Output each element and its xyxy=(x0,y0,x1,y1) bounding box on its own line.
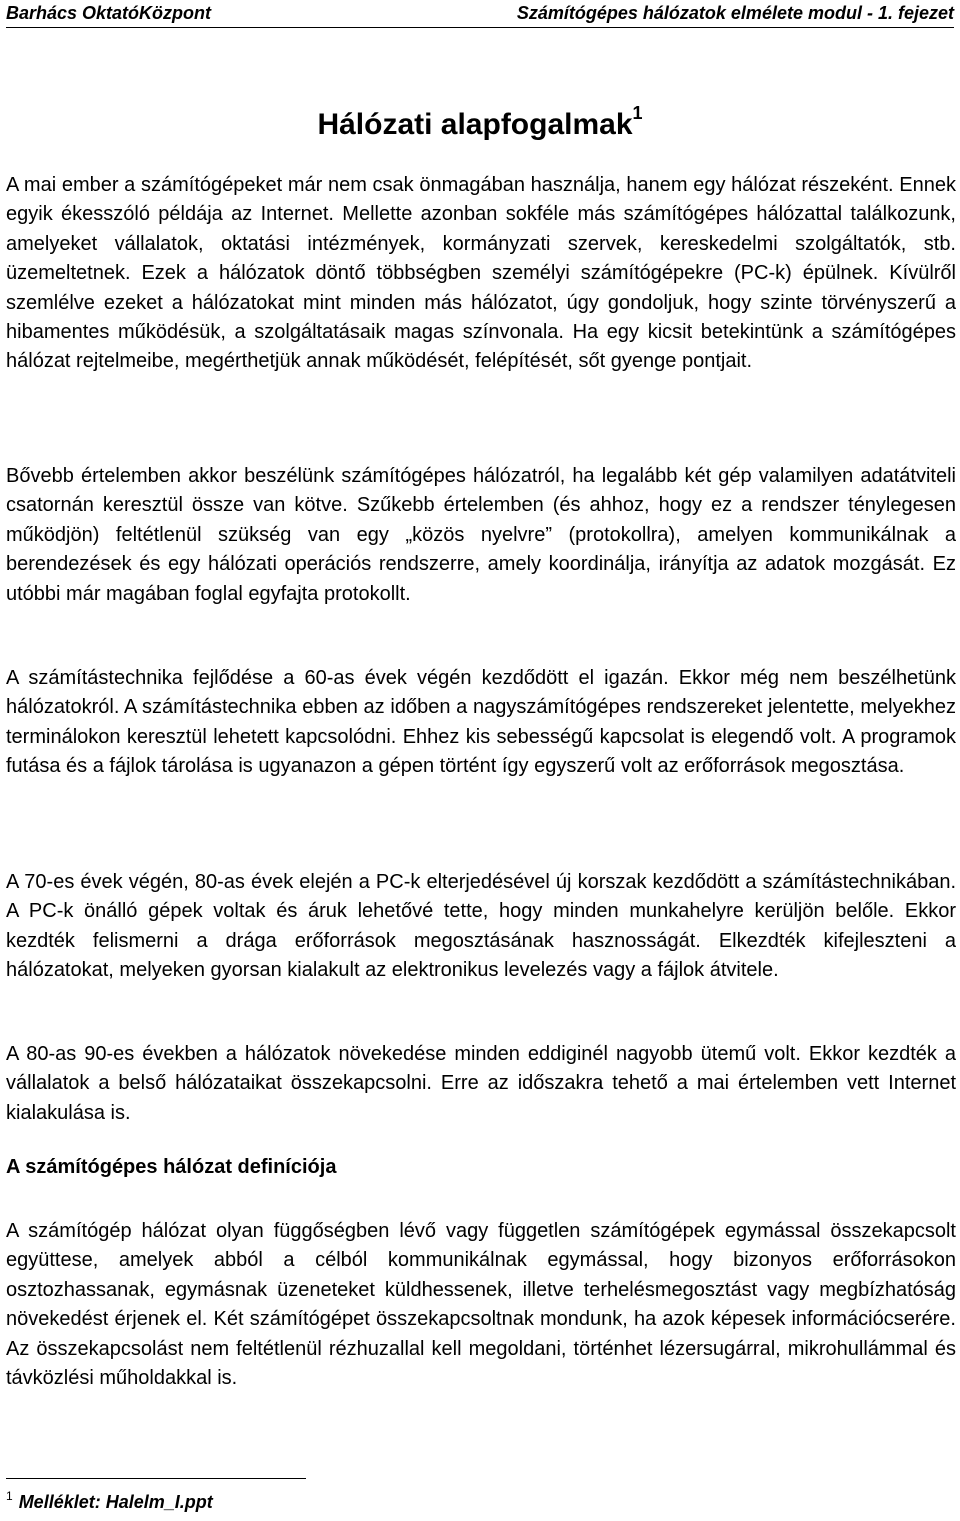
paragraph-text: A számítógép hálózat olyan függőségben lévő vagy független számítógépek egymással összekapcsolt együttese, amelyek abból a célból kommunikálnak egymással, hogy bizonyos erőforrásokon osztozhassanak, egymásnak üzeneteket küldhessenek, illetve terhelésmegosztást vagy megbízhatóság növekedést érjenek el. Két számítógépet összekapcsoltnak mondunk, ha azok képesek információcserére. Az összekapcsolást nem feltétlenül rézhuzallal kell megoldani, történhet lézersugárral, mikrohullámmal és távközlési műholdakkal is. xyxy=(6,1220,956,1390)
page-title xyxy=(0,97,960,145)
page-title-text: Hálózati alapfogalmak xyxy=(317,108,633,141)
footnote-mark: 1 xyxy=(6,1489,13,1503)
paragraph-definition-broad xyxy=(6,462,956,609)
header-divider xyxy=(6,27,954,28)
paragraph-text: Bővebb értelemben akkor beszélünk számítógépes hálózatról, ha legalább két gép valamilyen adatátviteli csatornán keresztül össze van kötve. Szűkebb értelemben (és ahhoz, hogy ez a rendszer ténylegesen működjön) feltétlenül szükség van egy „közös nyelvre” (protokollra), amelyen kommunikálnak a berendezések és egy hálózati operációs rendszerre, amely koordinálja, irányítja az adatok mozgását. Ez utóbbi már magában foglal egyfajta protokollt. xyxy=(6,465,956,605)
paragraph-intro xyxy=(6,171,956,377)
paragraph-text: A 80-as 90-es években a hálózatok növekedése minden eddiginél nagyobb ütemű volt. Ekkor kezdték a vállalatok a belső hálózataikat összekapcsolni. Erre az időszakra tehető a mai értelemben vett Internet kialakulása is. xyxy=(6,1043,956,1124)
header-organization: Barhács OktatóKözpont xyxy=(6,3,212,23)
footnote xyxy=(6,1490,213,1516)
running-header xyxy=(6,0,954,28)
paragraph-text: A mai ember a számítógépeket már nem csak önmagában használja, hanem egy hálózat részeként. Ennek egyik ékesszóló példája az Internet. Mellette azonban sokféle más számítógépes hálózattal találkozunk, amelyeket vállalatok, oktatási intézmények, kormányzati szervek, kereskedelmi szolgáltatók, stb. üzemeltetnek. Ezek a hálózatok döntő többségben személyi számítógépekre (PC-k) épülnek. Kívülről szemlélve ezeket a hálózatokat mint minden más hálózatot, úgy gondoljuk, hogy szinte törvényszerű a hibamentes működésük, a szolgáltatásaik magas színvonala. Ha egy kicsit betekintünk a számítógépes hálózat rejtelmeibe, megérthetjük annak működését, felépítését, sőt gyenge pontjait. xyxy=(6,174,956,373)
paragraph-text: A 70-es évek végén, 80-as évek elején a PC-k elterjedésével új korszak kezdődött a számítástechnikában. A PC-k önálló gépek voltak és áruk lehetővé tette, hogy minden munkahelyre kerüljön belőle. Ekkor kezdték felismerni a drága erőforrások megosztásának hasznosságát. Elkezdték kifejleszteni a hálózatokat, melyeken gyorsan kialakult az elektronikus levelezés vagy a fájlok átvitele. xyxy=(6,871,956,982)
paragraph-history-60s xyxy=(6,664,956,782)
paragraph-network-definition xyxy=(6,1217,956,1393)
paragraph-text: A számítástechnika fejlődése a 60-as évek végén kezdődött el igazán. Ekkor még nem beszélhetünk hálózatokról. A számítástechnika ebben az időben a nagyszámítógépes rendszereket jelentette, melyekhez terminálokon keresztül lehetett kapcsolódni. Ehhez kis sebességű kapcsolat is elegendő volt. A programok futása és a fájlok tárolása is ugyanazon a gépen történt így egyszerű volt az erőforrások megosztása. xyxy=(6,667,956,778)
header-module-chapter: Számítógépes hálózatok elmélete modul - 1. fejezet xyxy=(516,3,954,23)
paragraph-history-70s-80s xyxy=(6,868,956,986)
footnote-text: Melléklet: Halelm_I.ppt xyxy=(18,1492,213,1512)
paragraph-history-80s-90s xyxy=(6,1040,956,1128)
section-heading: A számítógépes hálózat definíciója xyxy=(6,1156,337,1178)
title-footnote-mark: 1 xyxy=(632,103,643,123)
footnote-divider xyxy=(6,1478,306,1479)
